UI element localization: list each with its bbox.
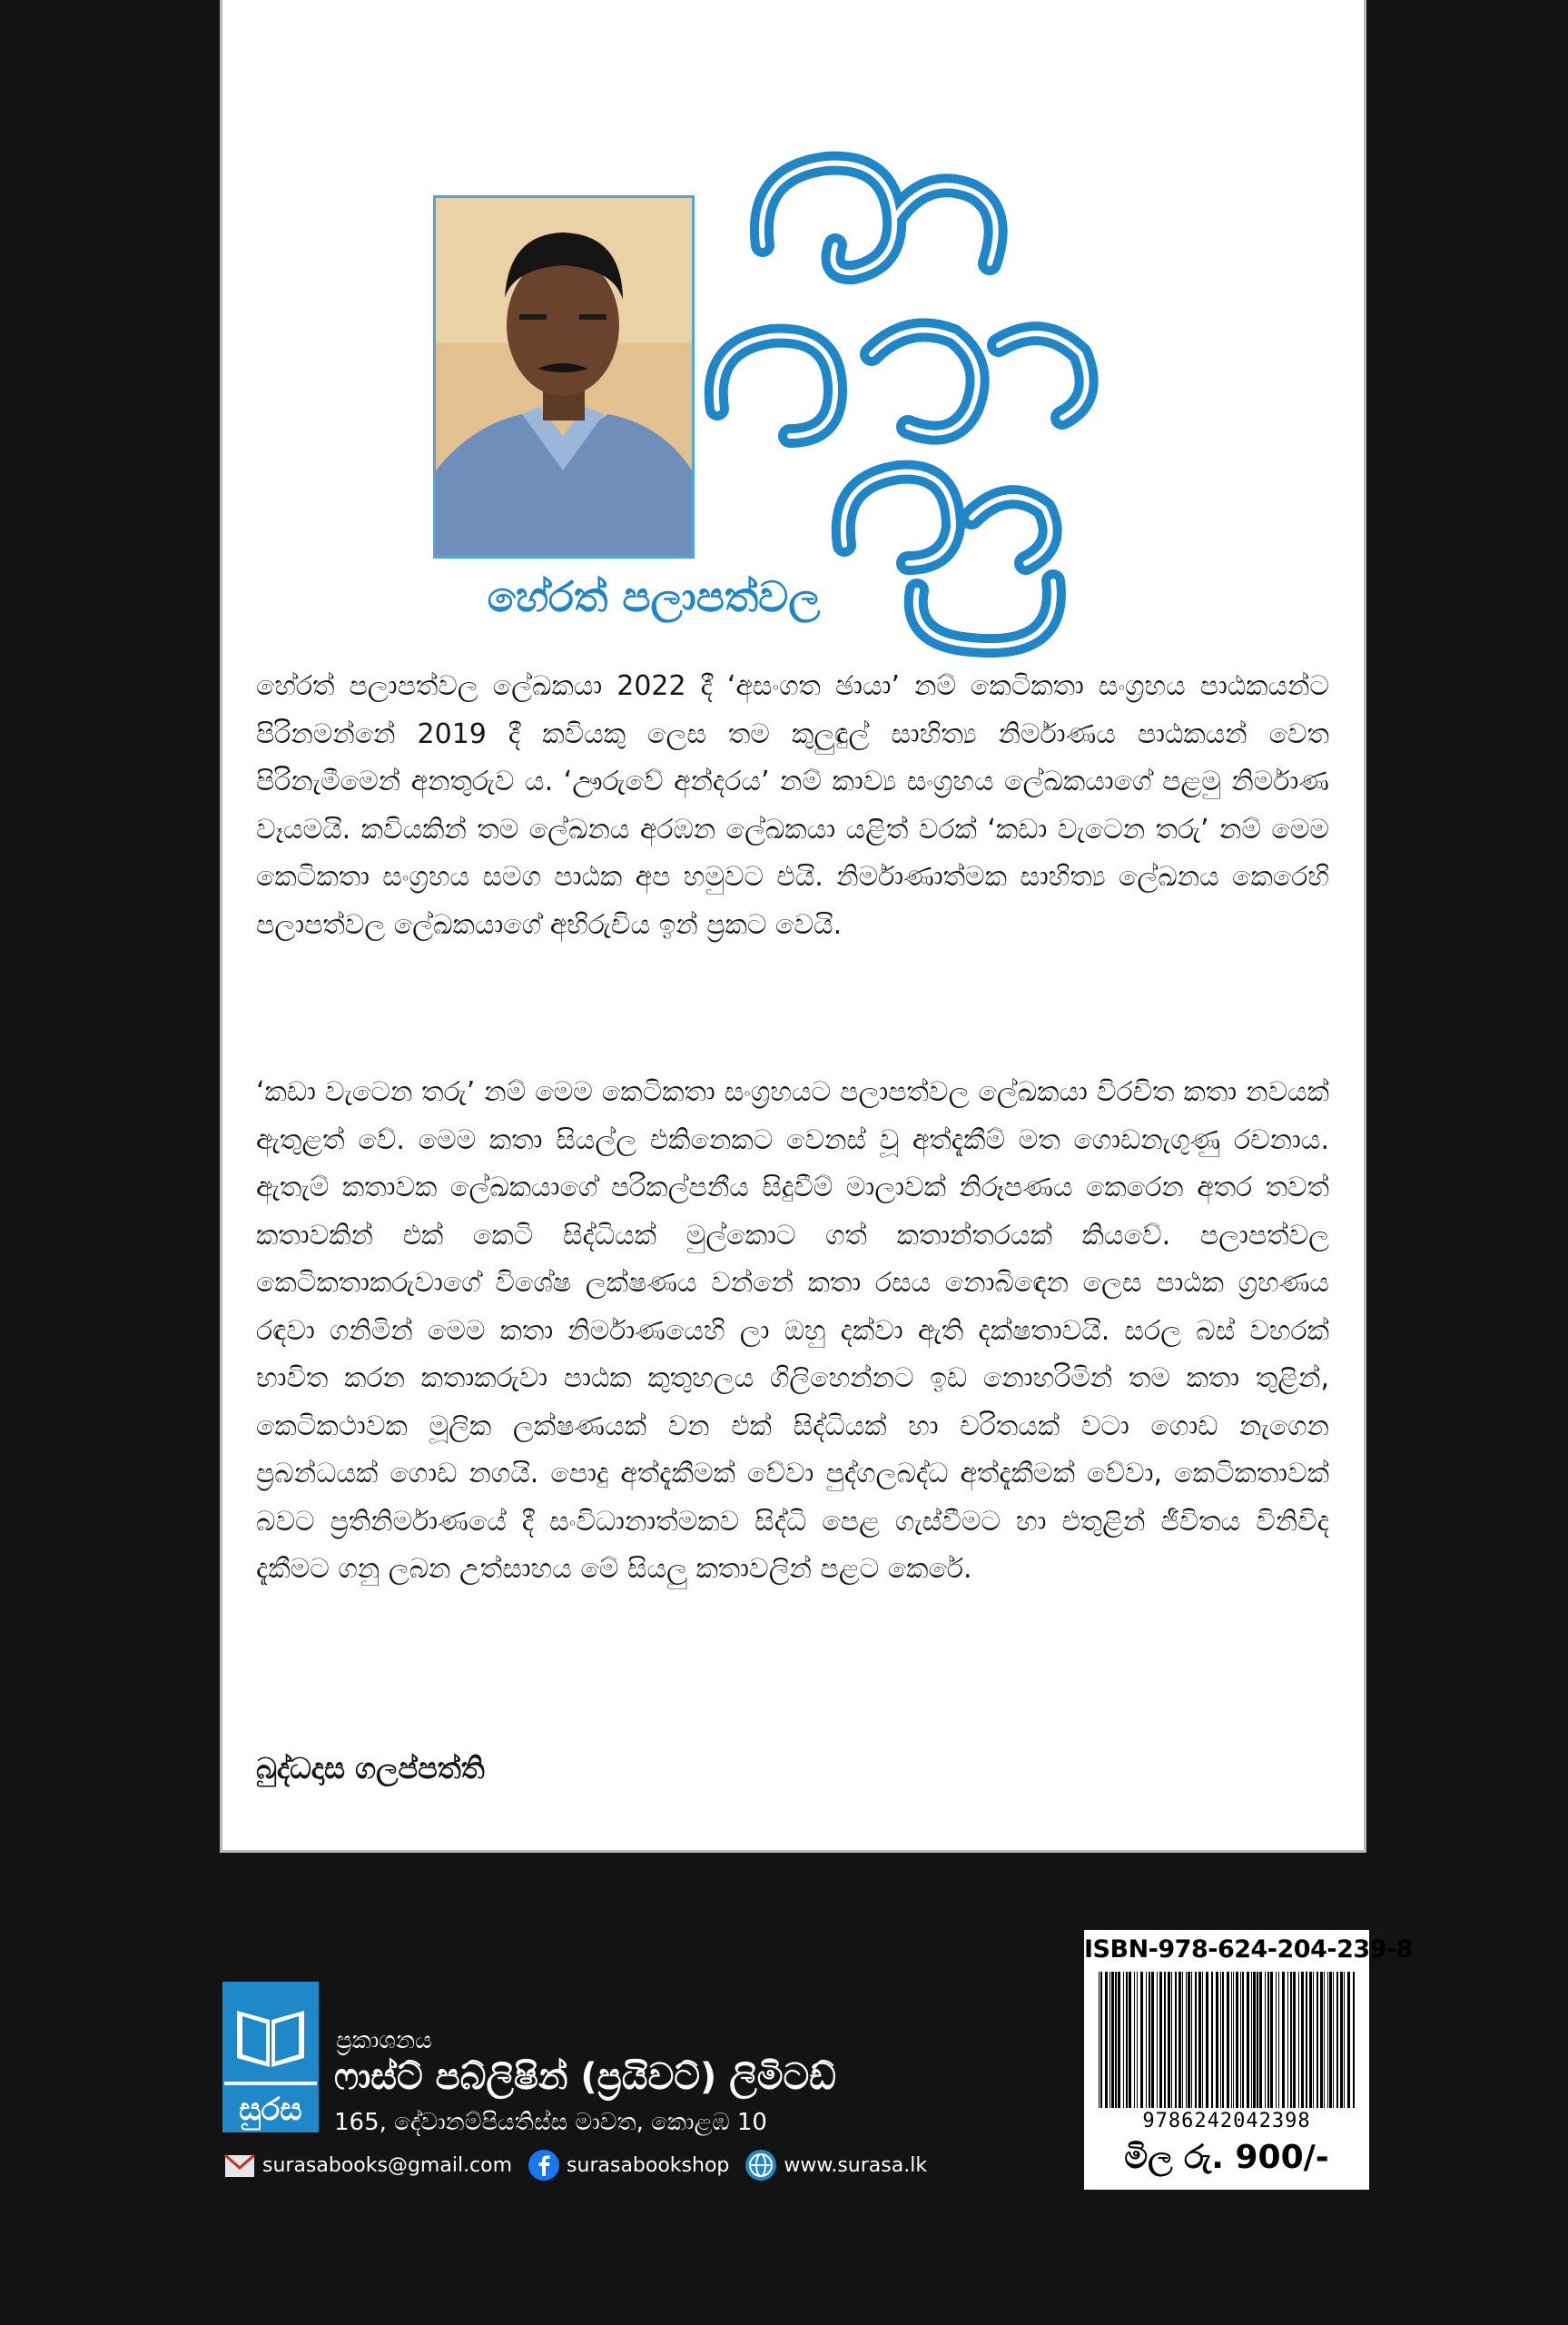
facebook-icon: [527, 2148, 561, 2182]
contact-facebook[interactable]: [527, 2148, 729, 2182]
author-name: හේරත් පලාපත්වල: [487, 572, 821, 621]
contact-website[interactable]: [744, 2148, 927, 2182]
barcode-digits: 9786242042398: [1142, 2110, 1311, 2132]
barcode: [1095, 1972, 1358, 2108]
globe-icon: [744, 2148, 778, 2182]
publisher-label: ප්‍රකාශනය: [336, 2027, 432, 2054]
publisher-contacts: [222, 2148, 942, 2182]
publisher-address: 165, දේවානම්පියතිස්ස මාවත, කොළඹ 10: [334, 2109, 767, 2136]
facebook-handle[interactable]: surasabookshop: [567, 2153, 730, 2177]
author-portrait-illustration: [436, 198, 692, 556]
book-price: මිල රු. 900/-: [1124, 2139, 1329, 2176]
reviewer-signature: බුද්ධදාස ගලප්පත්ති: [256, 1751, 485, 1786]
book-logo-icon: [224, 1984, 317, 2082]
isbn-number: ISBN-978-624-204-239-8: [1084, 1935, 1413, 1964]
publisher-logo: [222, 1982, 319, 2132]
blurb-paragraph-1: හේරත් පලාපත්වල ලේඛකයා 2022 දී ‘අසංගත ඡායා’ නම් කෙටිකතා සංග්‍රහය පාඨකයන්ට පිරිනමන්නේ 2019 දී කවියකු ලෙස තම කුලුඳුල් සාහිත්‍ය නිර්මාණය පාඨකයන් වෙත පිරිනැමීමෙන් අනතුරුව ය. ‘ඌරුවේ අන්දරය’ නම් කාව්‍ය සංග්‍රහය ලේඛකයාගේ පළමු නිර්මාණ වෑයමයි. කවියකින් තම ලේඛනය අරඹන ලේඛකයා යළිත් වරක් ‘කඩා වැටෙන තරු’ නම් මෙම කෙටිකතා සංග්‍රහය සමග පාඨක අප හමුවට එයි. නිර්මාණාත්මක සාහිත්‍ය ලේඛනය කෙරෙහි පලාපත්වල ලේඛකයාගේ අභිරුචිය ඉන් ප්‍රකට වෙයි.: [256, 670, 1329, 941]
email-address[interactable]: surasabooks@gmail.com: [262, 2153, 513, 2177]
author-photo: [433, 195, 695, 559]
website-url[interactable]: www.surasa.lk: [784, 2153, 928, 2177]
isbn-barcode-box: [1084, 1930, 1413, 2190]
email-icon: [222, 2148, 257, 2182]
logo-text: සුරස: [224, 2082, 317, 2131]
contact-email[interactable]: [222, 2148, 512, 2182]
blurb-paragraph-2: ‘කඩා වැටෙන තරු’ නම් මෙම කෙටිකතා සංග්‍රහයට පලාපත්වල ලේඛකයා විරචිත කතා නවයක් ඇතුළත් වේ. මෙම කතා සියල්ල එකිනෙකට වෙනස් වූ අත්දැකීම් මත ගොඩනැගුණු රචනාය. ඇතැම් කතාවක ලේඛකයාගේ පරිකල්පනීය සිදුවීම් මාලාවක් නිරූපණය කෙරෙන අතර තවත් කතාවකින් එක් කෙටි සිද්ධියක් මුල්කොට ගත් කතාන්තරයක් කියවේ. පලාපත්වල කෙටිකතාකරුවාගේ විශේෂ ලක්ෂණය වන්නේ කතා රසය නොබිඳෙන ලෙස පාඨක ග්‍රහණය රඳවා ගනිමින් මෙම කතා නිර්මාණයෙහි ලා ඔහු දක්වා ඇති දක්ෂතාවයි. සරල බස් වහරක් භාවිත කරන කතාකරුවා පාඨක කුතුහලය ගිලිහෙන්නට ඉඩ නොහරිමින් තම කතා තුළින්, කෙටිකථාවක මූලික ලක්ෂණයක් වන එක් සිද්ධියක් හා චරිතයක් වටා ගොඩ නැගෙන ප්‍රබන්ධයක් ගොඩ නගයි. පොදු අත්දැකීමක් වේවා පුද්ගලබද්ධ අත්දැකීමක් වේවා, කෙටිකතාවක් බවට ප්‍රතිනිර්මාණයේ දී සංවිධානාත්මකව සිද්ධි පෙළ ගැස්වීමට හා එතුළින් ජීවිතය විනිවිද දැකීමට ගනු ලබන උත්සාහය මේ සියලු කතාවලින් පළට කෙරේ.: [256, 1076, 1329, 1585]
publisher-name: ෆාස්ට් පබ්ලිෂින් (ප්‍රයිවට්) ලිමිටඩ්: [334, 2056, 836, 2098]
